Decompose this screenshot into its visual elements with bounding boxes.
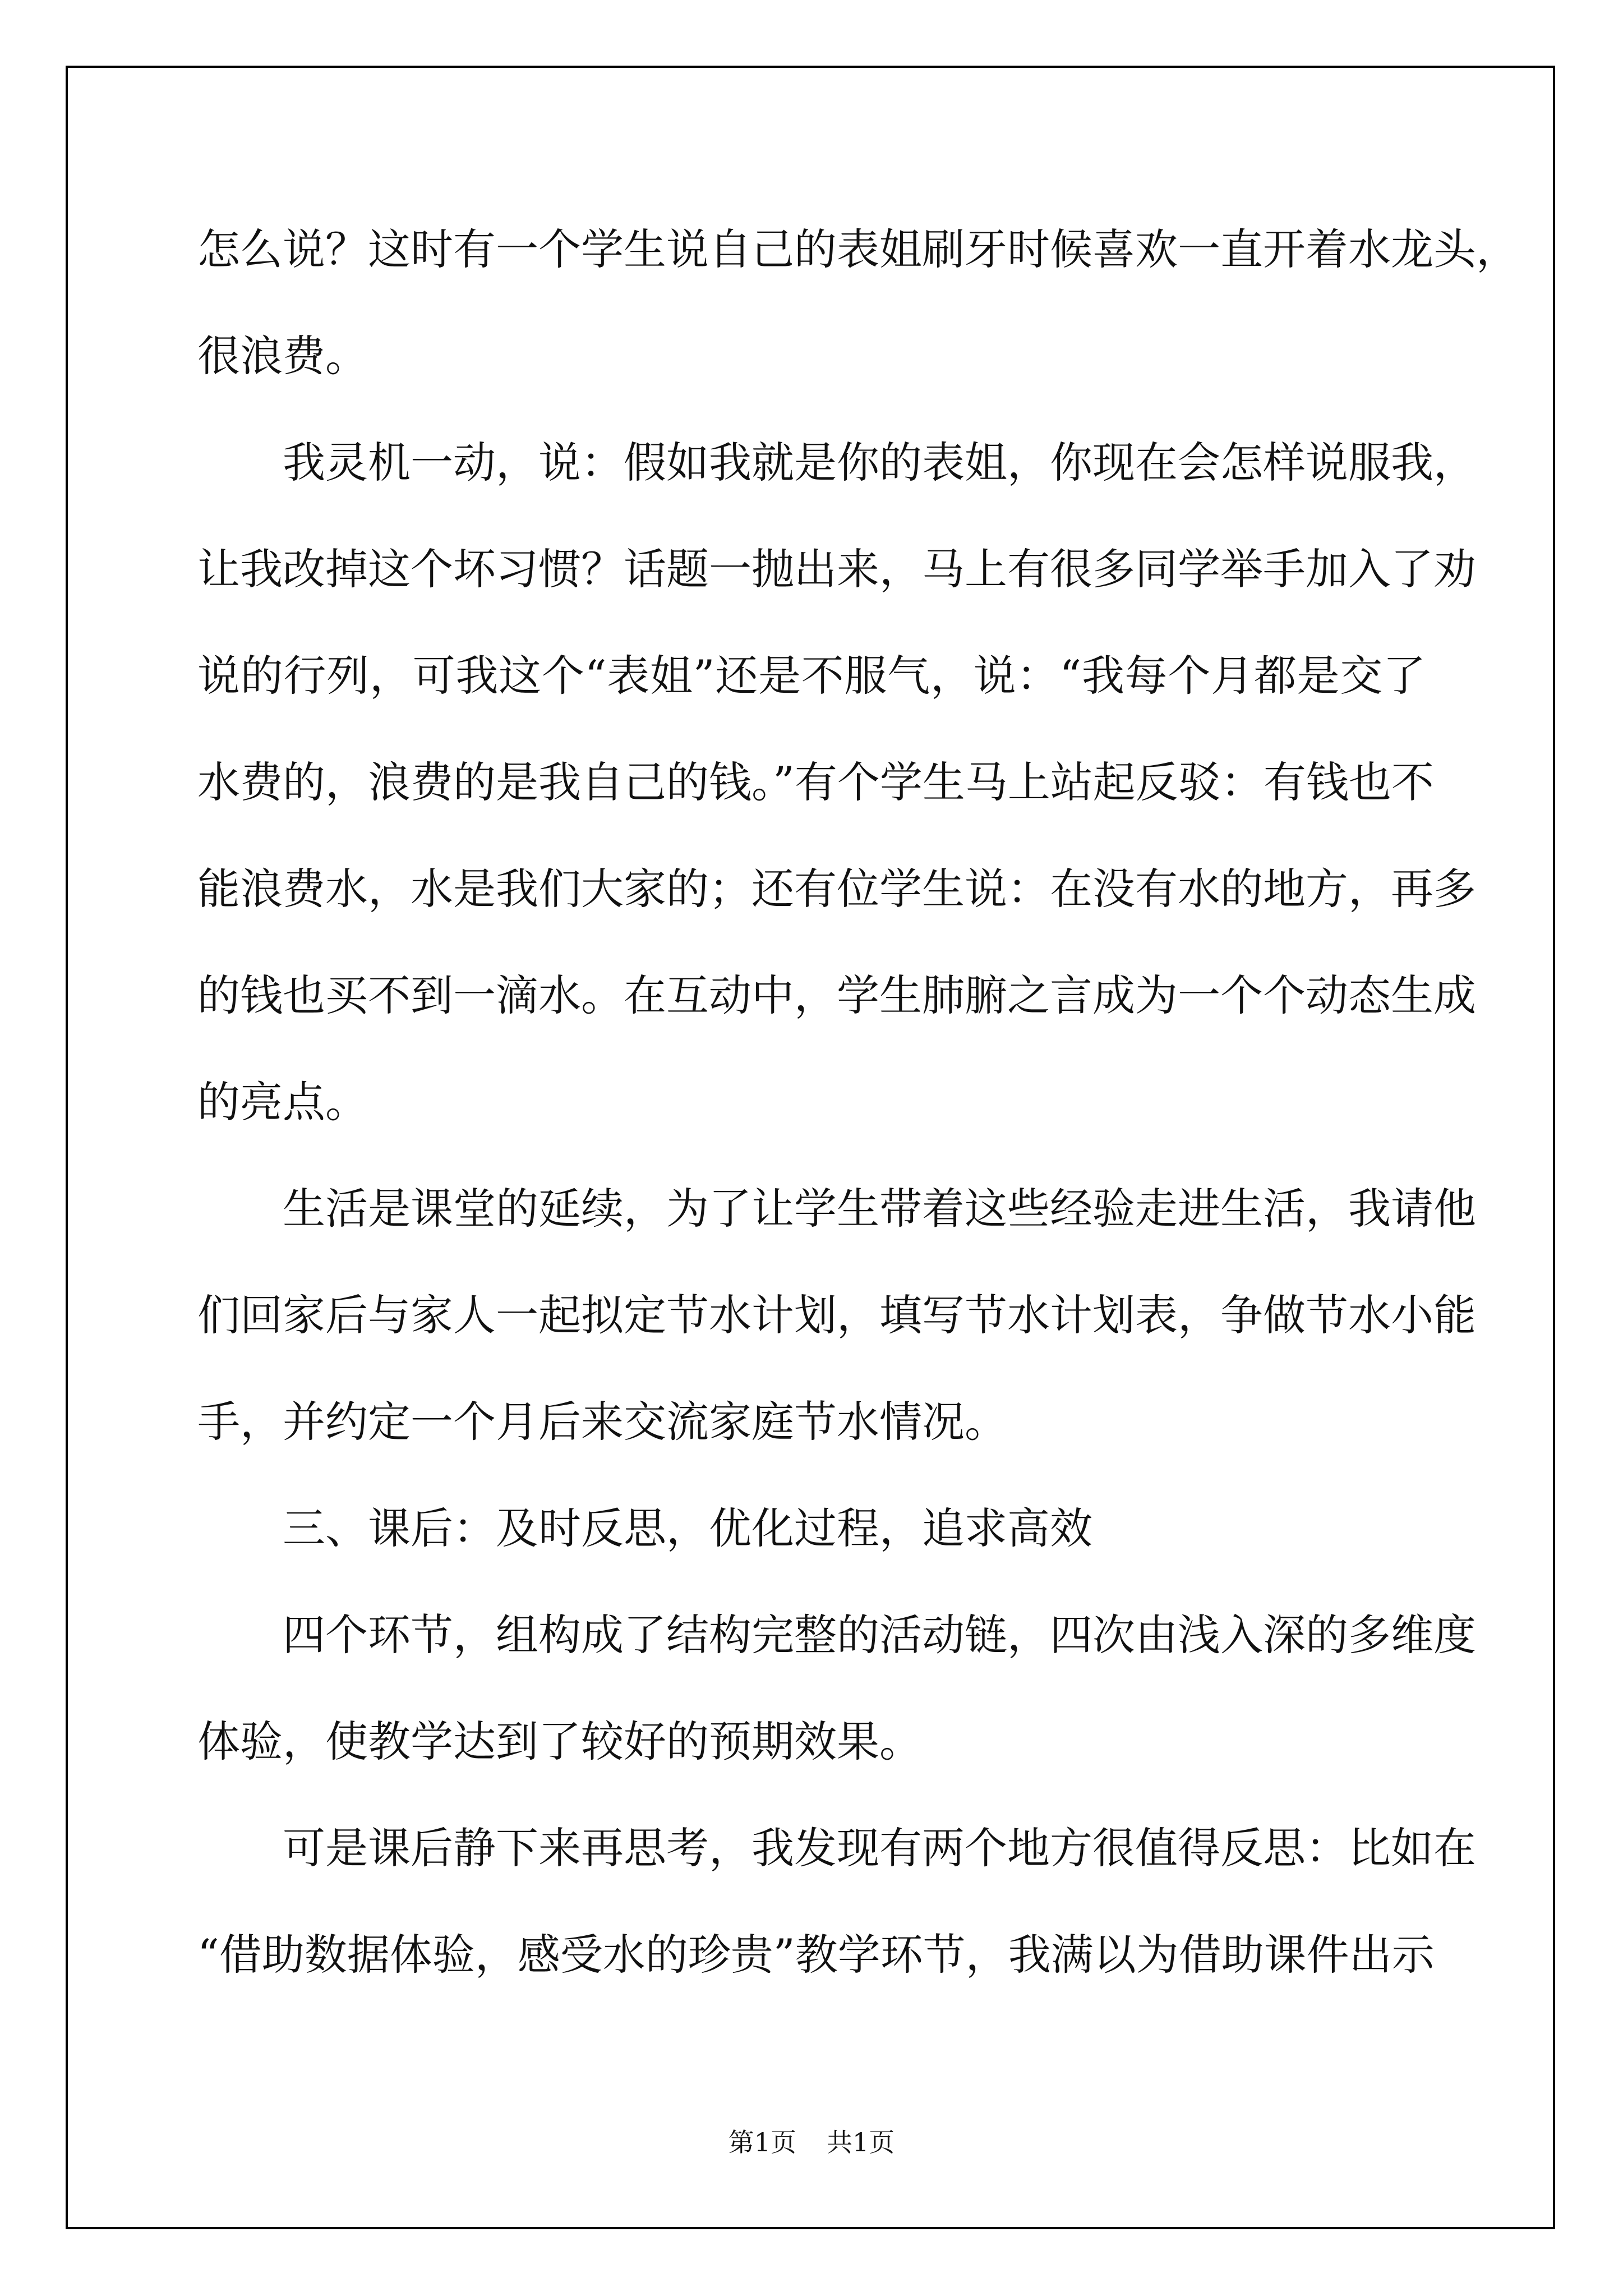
page-total: 共1页 — [827, 2127, 895, 2157]
page-footer — [0, 2122, 1623, 2159]
text-line: 怎么说？这时有一个学生说自己的表姐刷牙时候喜欢一直开着水龙头， — [197, 224, 1519, 274]
page-number: 第1页 — [728, 2127, 796, 2157]
text-line: 说的行列，可我这个“表姐”还是不服气，说：“我每个月都是交了 — [197, 651, 1426, 701]
text-line: 三、课后：及时反思，优化过程，追求高效 — [283, 1503, 1092, 1553]
text-line: 四个环节，组构成了结构完整的活动链，四次由浅入深的多维度 — [283, 1610, 1476, 1660]
text-line: 体验，使教学达到了较好的预期效果。 — [197, 1717, 922, 1766]
text-line: “借助数据体验，感受水的珍贵”教学环节，我满以为借助课件出示 — [197, 1930, 1435, 1980]
text-line: 我灵机一动，说：假如我就是你的表姐，你现在会怎样说服我， — [283, 438, 1476, 487]
text-line: 水费的，浪费的是我自己的钱。”有个学生马上站起反驳：有钱也不 — [197, 757, 1434, 807]
text-line: 很浪费。 — [197, 331, 368, 381]
text-line: 的钱也买不到一滴水。在互动中，学生肺腑之言成为一个个动态生成 — [197, 970, 1476, 1020]
text-line: 们回家后与家人一起拟定节水计划，填写节水计划表，争做节水小能 — [197, 1290, 1476, 1340]
text-line: 让我改掉这个坏习惯？话题一抛出来，马上有很多同学举手加入了劝 — [197, 544, 1476, 594]
document-body — [197, 196, 1519, 2008]
text-line: 能浪费水，水是我们大家的；还有位学生说：在没有水的地方，再多 — [197, 864, 1476, 914]
text-line: 可是课后静下来再思考，我发现有两个地方很值得反思：比如在 — [283, 1823, 1476, 1873]
text-line: 手，并约定一个月后来交流家庭节水情况。 — [197, 1397, 1007, 1447]
text-line: 的亮点。 — [197, 1077, 368, 1127]
text-line: 生活是课堂的延续，为了让学生带着这些经验走进生活，我请他 — [283, 1184, 1476, 1234]
